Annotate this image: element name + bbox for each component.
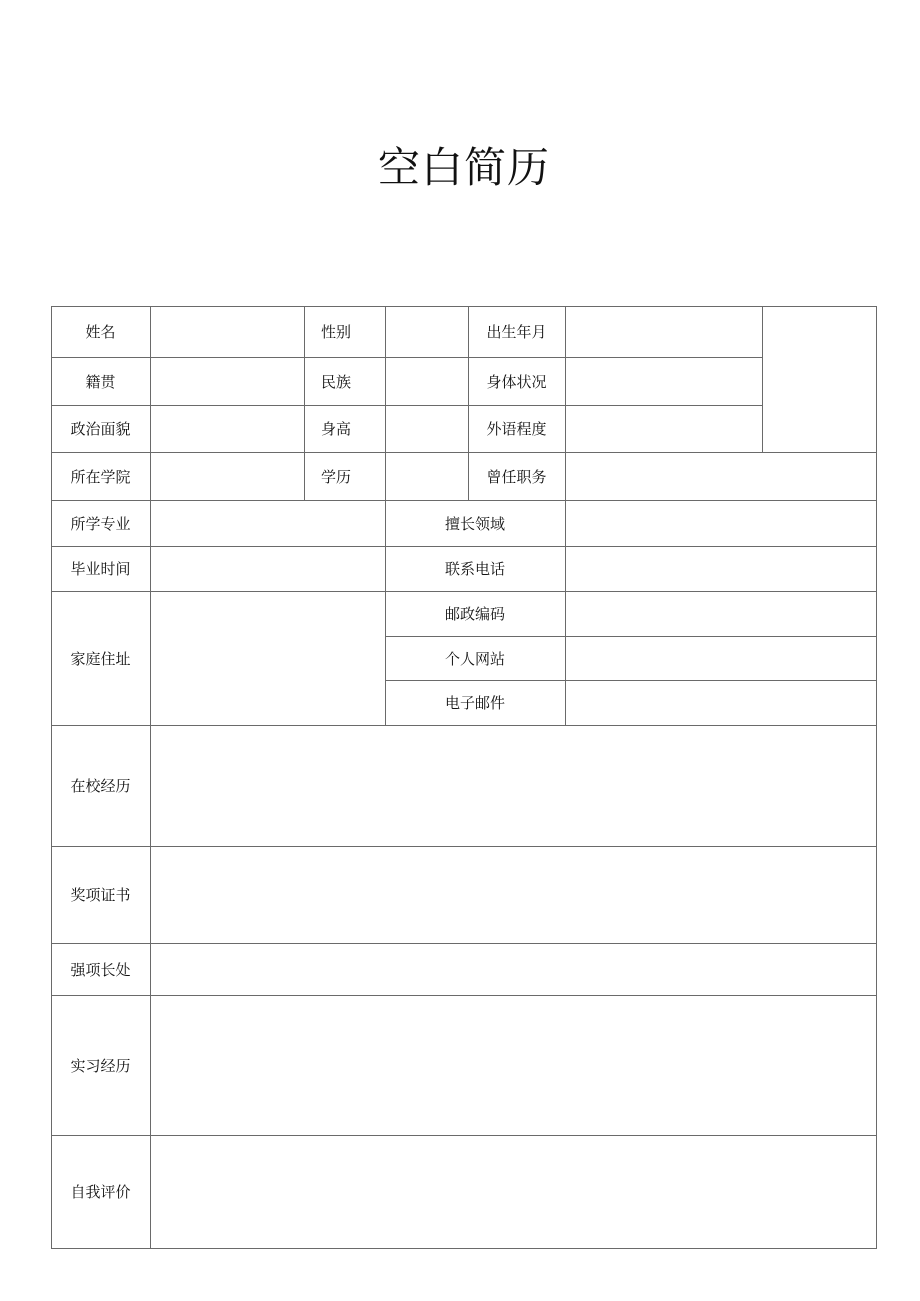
self-evaluation-field[interactable] [150, 1135, 876, 1248]
school-experience-label: 在校经历 [70, 777, 131, 795]
foreign-language-field[interactable] [565, 405, 762, 452]
former-position-label: 曾任职务 [486, 467, 547, 486]
health-label: 身体状况 [486, 372, 547, 391]
foreign-language-label: 外语程度 [486, 420, 547, 438]
college-field[interactable] [150, 452, 304, 500]
photo-area[interactable] [762, 306, 876, 452]
major-label: 所学专业 [70, 514, 131, 533]
internship-field[interactable] [150, 995, 876, 1135]
height-label: 身高 [321, 420, 352, 438]
email-field[interactable] [565, 680, 876, 725]
birth-field[interactable] [565, 306, 762, 357]
native-place-label: 籍贯 [85, 372, 116, 391]
gender-label: 性别 [321, 323, 352, 341]
postcode-label: 邮政编码 [444, 605, 505, 623]
political-status-field[interactable] [150, 405, 304, 452]
school-experience-field[interactable] [150, 725, 876, 846]
major-field[interactable] [150, 500, 385, 546]
awards-label: 奖项证书 [70, 886, 131, 904]
strengths-field[interactable] [150, 943, 876, 995]
education-label: 学历 [321, 467, 352, 486]
phone-label: 联系电话 [444, 560, 505, 578]
specialty-label: 擅长领域 [444, 514, 505, 533]
resume-form-table [51, 306, 877, 1249]
postcode-field[interactable] [565, 591, 876, 636]
name-field[interactable] [150, 306, 304, 357]
college-label: 所在学院 [70, 467, 131, 486]
former-position-field[interactable] [565, 452, 876, 500]
phone-field[interactable] [565, 546, 876, 591]
specialty-field[interactable] [565, 500, 876, 546]
home-address-field[interactable] [150, 591, 385, 725]
strengths-label: 强项长处 [70, 960, 131, 979]
political-status-label: 政治面貌 [70, 420, 131, 438]
name-label: 姓名 [85, 323, 116, 341]
graduation-field[interactable] [150, 546, 385, 591]
table-border-right [876, 306, 877, 1249]
health-field[interactable] [565, 357, 762, 405]
email-label: 电子邮件 [444, 694, 505, 712]
home-address-label: 家庭住址 [70, 649, 131, 668]
gender-field[interactable] [385, 306, 468, 357]
education-field[interactable] [385, 452, 468, 500]
ethnicity-field[interactable] [385, 357, 468, 405]
website-label: 个人网站 [444, 649, 505, 668]
self-evaluation-label: 自我评价 [70, 1183, 131, 1201]
graduation-label: 毕业时间 [70, 560, 131, 578]
native-place-field[interactable] [150, 357, 304, 405]
table-border-bottom [51, 1248, 877, 1249]
awards-field[interactable] [150, 846, 876, 943]
website-field[interactable] [565, 636, 876, 680]
height-field[interactable] [385, 405, 468, 452]
birth-label: 出生年月 [486, 323, 547, 341]
ethnicity-label: 民族 [321, 372, 352, 391]
page-title: 空白简历 [377, 143, 550, 192]
internship-label: 实习经历 [70, 1056, 131, 1075]
